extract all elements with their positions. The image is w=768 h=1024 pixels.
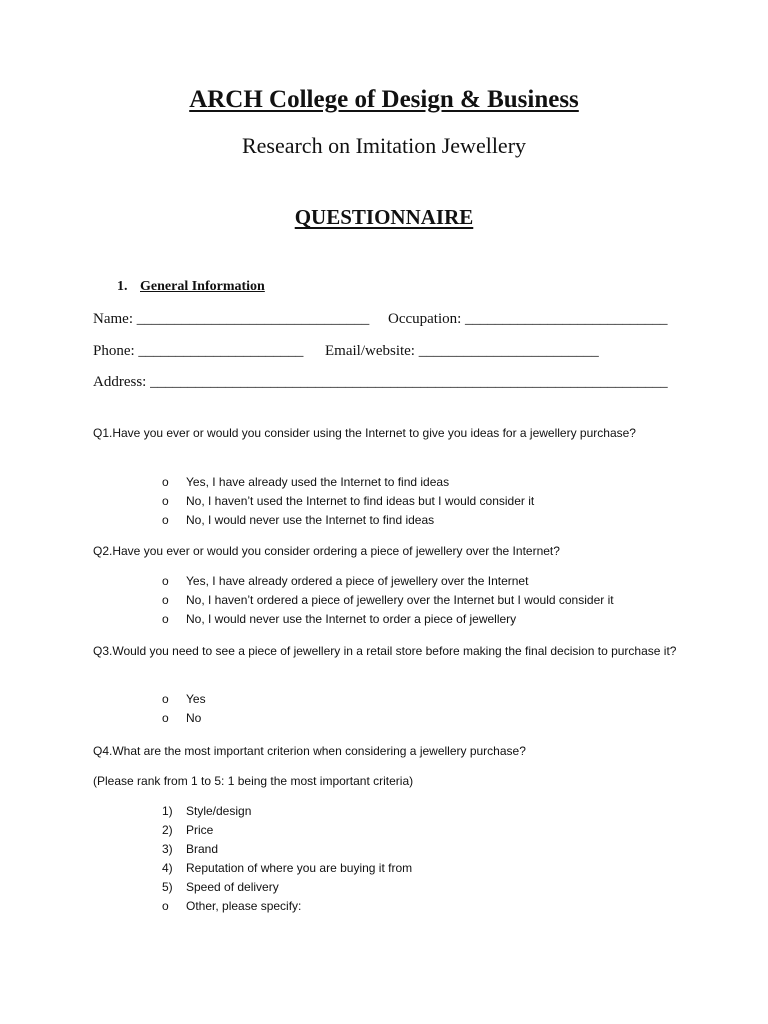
address-field[interactable]: Address: _____________________________________________________________________ (93, 374, 668, 390)
rank-item-delivery[interactable]: Speed of delivery (186, 880, 279, 894)
research-subtitle: Research on Imitation Jewellery (241, 133, 527, 158)
phone-field[interactable]: Phone: ______________________ (93, 343, 304, 359)
name-field[interactable]: Name: _______________________________ (93, 311, 370, 327)
q3-option-yes: Yes (186, 692, 206, 706)
radio-bullet[interactable]: o (162, 593, 169, 607)
q1-option-3: No, I would never use the Internet to find ideas (186, 513, 435, 527)
radio-bullet[interactable]: o (162, 899, 169, 913)
radio-bullet[interactable]: o (162, 475, 169, 489)
rank-number: 4) (162, 861, 173, 875)
college-name: ARCH College of Design & Business (189, 86, 579, 113)
question-1: Q1.Have you ever or would you consider using the Internet to give you ideas for a jewellery purchase? (93, 426, 636, 440)
q1-option-1: Yes, I have already used the Internet to find ideas (186, 475, 450, 489)
rank-number: 1) (162, 804, 173, 818)
rank-item-reputation[interactable]: Reputation of where you are buying it from (186, 861, 413, 875)
radio-bullet[interactable]: o (162, 711, 169, 725)
question-4: Q4.What are the most important criterion when considering a jewellery purchase? (93, 744, 526, 758)
q1-option-2: No, I haven’t used the Internet to find ideas but I would consider it (186, 494, 535, 508)
section-title: General Information (140, 279, 265, 294)
section-number: 1. (117, 279, 128, 294)
rank-number: 5) (162, 880, 173, 894)
rank-instruction: (Please rank from 1 to 5: 1 being the most important criteria) (93, 774, 414, 788)
radio-bullet[interactable]: o (162, 513, 169, 527)
occupation-field[interactable]: Occupation: ___________________________ (388, 311, 668, 327)
rank-item-price[interactable]: Price (186, 823, 214, 837)
q2-option-3: No, I would never use the Internet to order a piece of jewellery (186, 612, 517, 626)
questionnaire-title: QUESTIONNAIRE (294, 205, 474, 229)
email-field[interactable]: Email/website: ________________________ (325, 343, 599, 359)
rank-item-style[interactable]: Style/design (186, 804, 252, 818)
q3-option-no: No (186, 711, 202, 725)
question-3: Q3.Would you need to see a piece of jewellery in a retail store before making the final decision to purchase it? (93, 644, 677, 658)
radio-bullet[interactable]: o (162, 612, 169, 626)
radio-bullet[interactable]: o (162, 692, 169, 706)
radio-bullet[interactable]: o (162, 574, 169, 588)
rank-item-brand[interactable]: Brand (186, 842, 219, 856)
q2-option-2: No, I haven’t ordered a piece of jewellery over the Internet but I would consider it (186, 593, 614, 607)
rank-number: 2) (162, 823, 173, 837)
question-2: Q2.Have you ever or would you consider ordering a piece of jewellery over the Internet? (93, 544, 560, 558)
rank-item-other[interactable]: Other, please specify: (186, 899, 302, 913)
radio-bullet[interactable]: o (162, 494, 169, 508)
q2-option-1: Yes, I have already ordered a piece of jewellery over the Internet (186, 574, 529, 588)
rank-number: 3) (162, 842, 173, 856)
